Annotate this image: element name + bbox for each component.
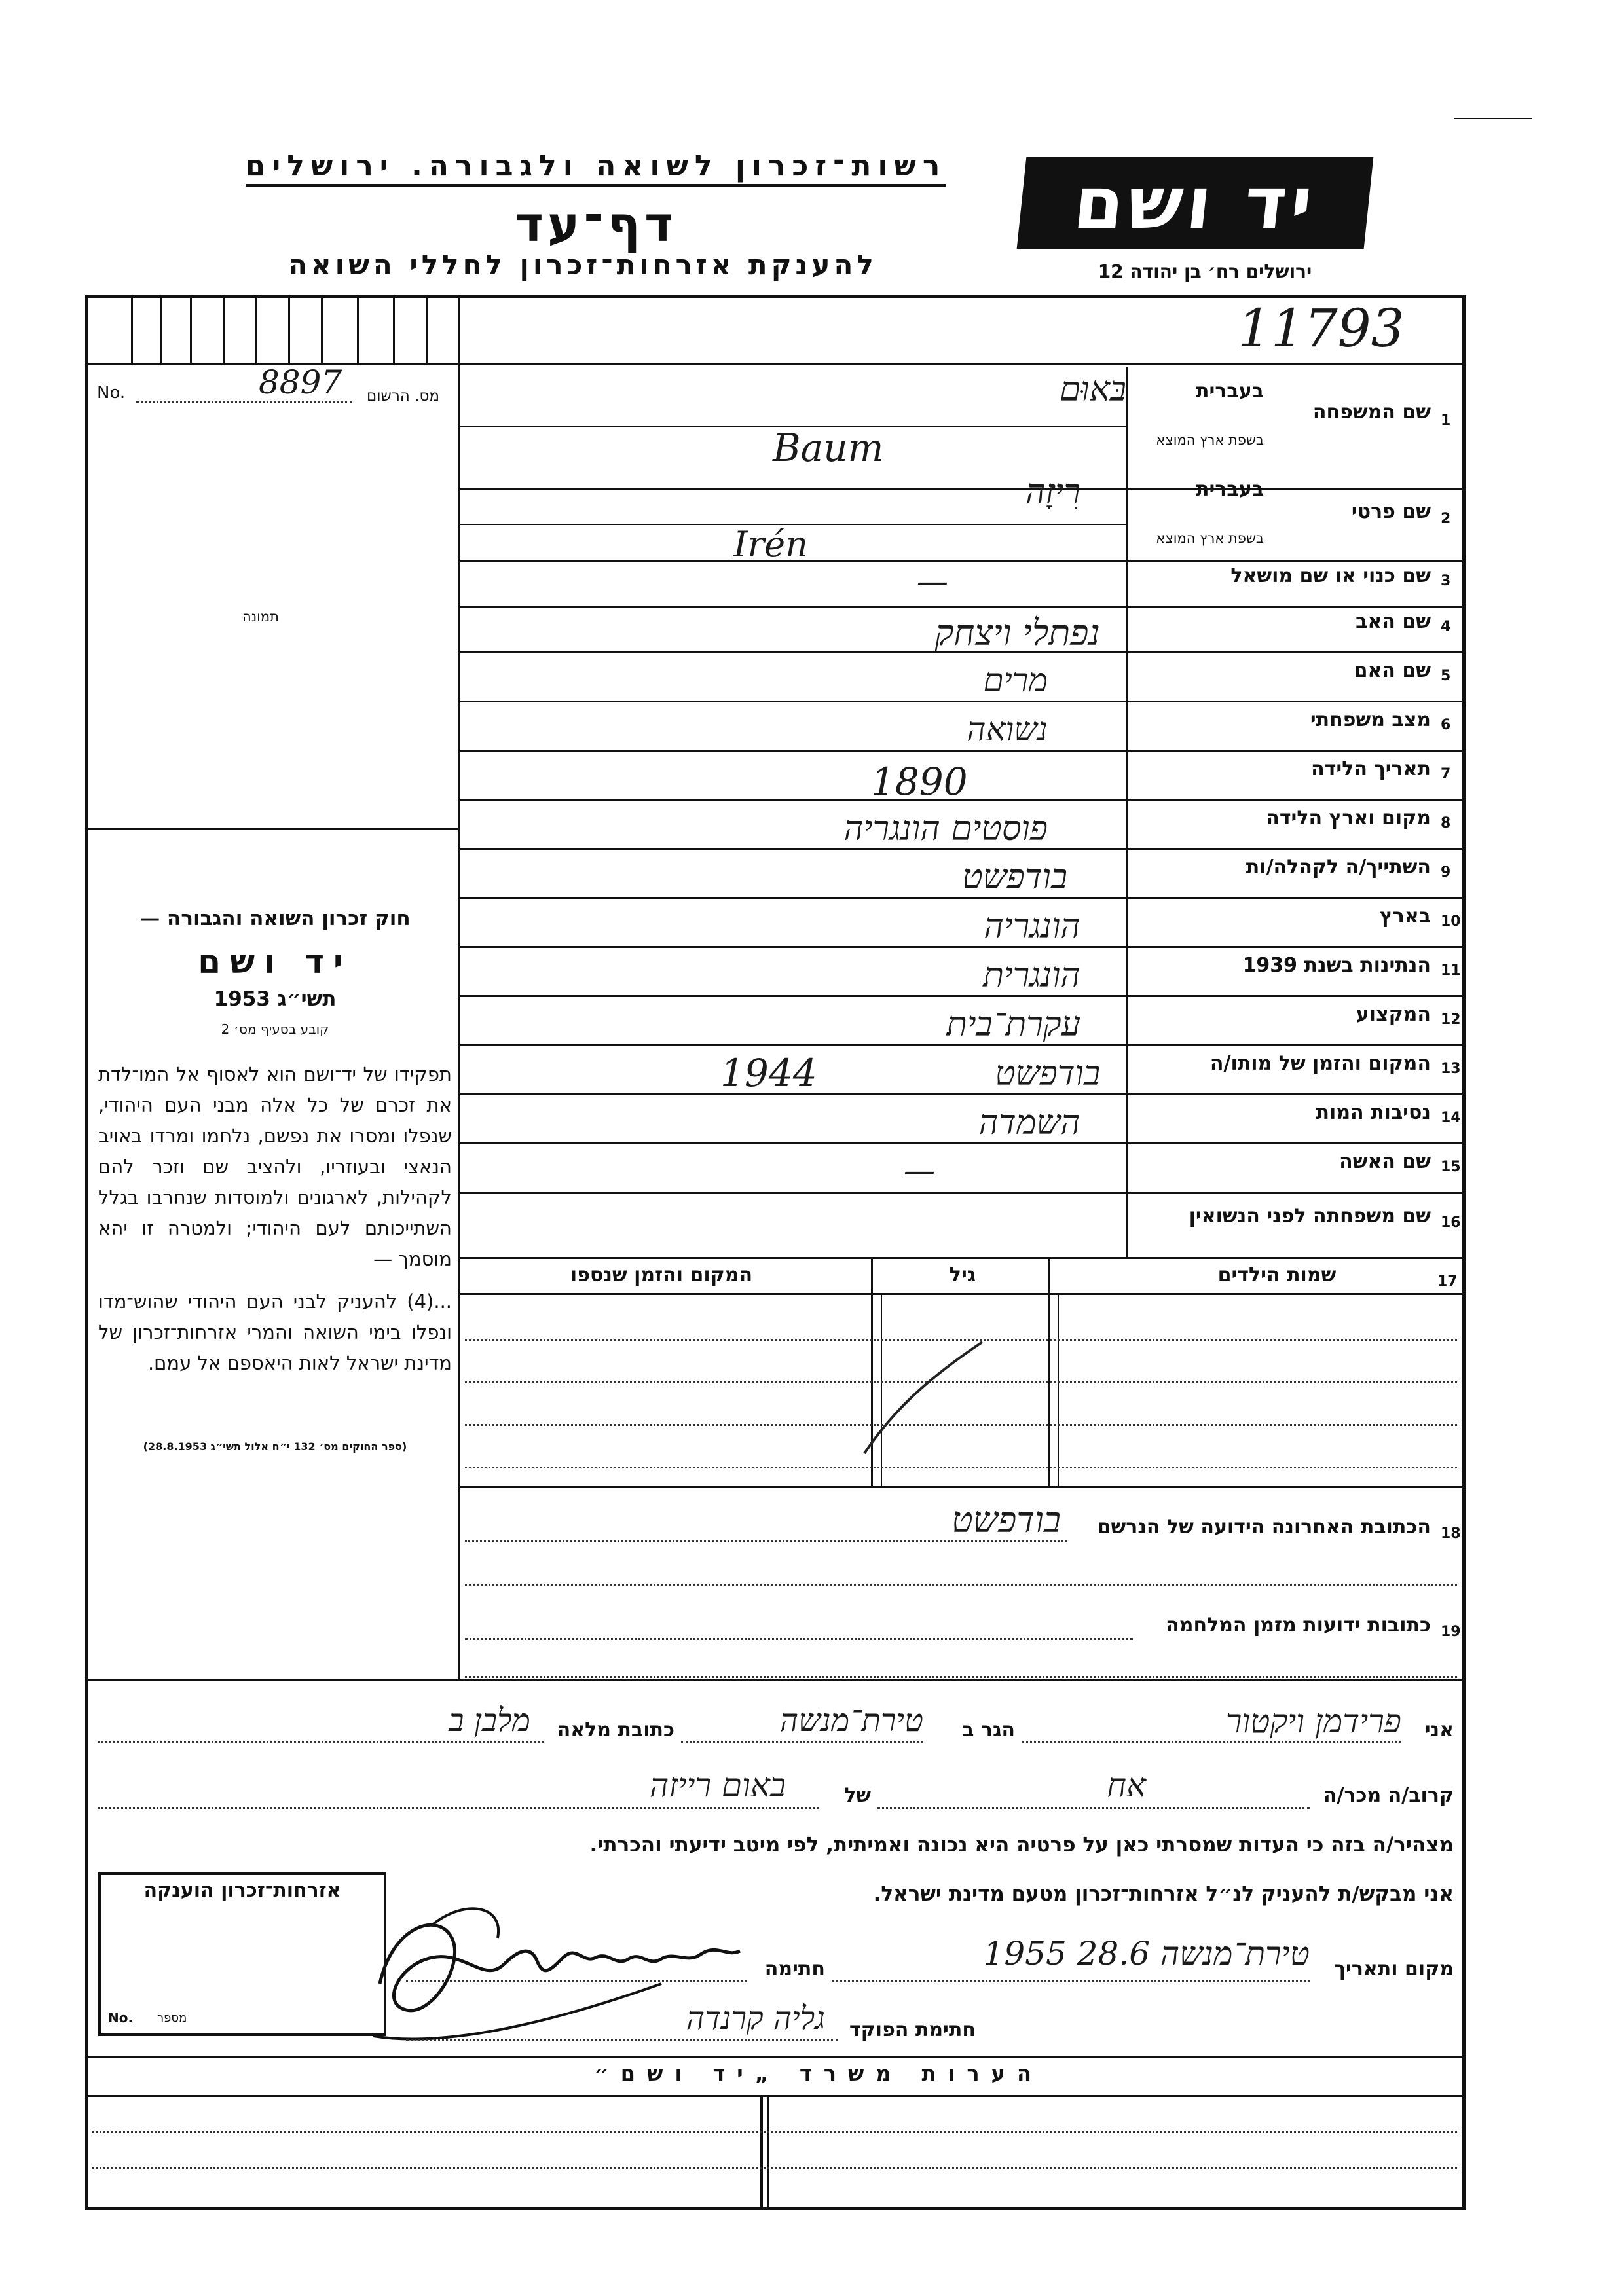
decl-statement: מצהיר/ה בזה כי העדות שמסרתי כאן על פרטיה היא נכונה ואמיתית, לפי מיטב ידיעתי והכרתי. xyxy=(589,1833,1454,1857)
decl-line xyxy=(98,1807,819,1809)
decl-address-label: כתובת מלאה xyxy=(557,1719,674,1741)
column-divider xyxy=(458,298,460,1679)
law-section: קובע בסעיף מס׳ 2 xyxy=(221,1021,329,1037)
field-9-value: בודפשט xyxy=(962,858,1067,897)
field-11-value: הונגרית xyxy=(983,956,1080,995)
law-citation: (ספר החוקים מס׳ 132 י״ח אלול תשי״ג 28.8.1953) xyxy=(143,1440,407,1453)
field-19-label: כתובות ידועות מזמן המלחמה xyxy=(1166,1614,1431,1637)
reg-no-label: No. xyxy=(97,383,126,403)
field-4-number: 4 xyxy=(1441,619,1451,635)
box-line xyxy=(190,298,192,363)
row-separator xyxy=(458,946,1466,948)
box-line xyxy=(131,298,133,363)
field-15-value: — xyxy=(904,1152,935,1189)
field-2-sub2: בשפת ארץ המוצא xyxy=(1156,530,1264,546)
top-rule xyxy=(1454,118,1532,119)
box-line xyxy=(357,298,359,363)
field-12-label: המקצוע xyxy=(1356,1003,1431,1026)
field-1-label: שם המשפחה xyxy=(1312,401,1431,424)
law-text-2: ...(4) להעניק לבני העם היהודי שהוש־מדו ונפלו בימי השואה והמרי אזרחות־זכרון של מדינת ישראל לאות היאספם אל עמם. xyxy=(98,1290,452,1374)
decl-official-label: חתימת הפוקד xyxy=(849,2018,976,2041)
remarks-divider xyxy=(767,2095,769,2210)
authority-header: רשות־זכרון לשואה ולגבורה. ירושלים xyxy=(223,149,969,183)
remarks-line xyxy=(92,2167,1457,2169)
box-line xyxy=(321,298,323,363)
decl-address: מלבן ב xyxy=(449,1702,530,1739)
file-number: 11793 xyxy=(1238,298,1405,359)
decl-relation: אח xyxy=(1107,1766,1146,1804)
field-5-value: מרים xyxy=(983,661,1048,699)
children-col-place: המקום והזמן שנספו xyxy=(570,1264,753,1286)
label-column-divider xyxy=(1126,367,1128,1257)
decl-line xyxy=(98,1741,544,1743)
field-18-line xyxy=(465,1584,1457,1586)
form-subtitle: להענקת אזרחות־זכרון לחללי השואה xyxy=(288,249,877,281)
decl-request: אני מבקש/ת להעניק לנ״ל אזרחות־זכרון מטעם מדינת ישראל. xyxy=(873,1882,1454,1906)
field-8-label: מקום וארץ הלידה xyxy=(1266,807,1431,829)
row-separator xyxy=(458,995,1466,997)
field-2-number: 2 xyxy=(1441,511,1451,527)
field-16-number: 16 xyxy=(1441,1214,1461,1231)
field-15-number: 15 xyxy=(1441,1159,1461,1175)
photo-label: תמונה xyxy=(242,609,279,625)
field-10-value: הונגריה xyxy=(984,907,1080,946)
field-2-sub: בעברית xyxy=(1196,478,1264,501)
decl-official: גליה קרנדה xyxy=(686,2000,825,2037)
field-6-value: נשואה xyxy=(967,710,1048,748)
reg-no-label-he: מס. הרשום xyxy=(367,388,440,405)
field-13-number: 13 xyxy=(1441,1061,1461,1077)
field-17-number: 17 xyxy=(1437,1273,1458,1290)
row-separator xyxy=(458,1142,1466,1144)
remarks-divider xyxy=(760,2095,763,2210)
row-separator xyxy=(458,1044,1466,1046)
field-13-label: המקום והזמן של מותו/ה xyxy=(1209,1052,1431,1075)
decl-line xyxy=(832,1980,1310,1982)
law-heading: חוק זכרון השואה והגבורה — xyxy=(139,907,411,930)
field-19-line xyxy=(465,1638,1133,1640)
box-line xyxy=(160,298,162,363)
field-13-year: 1944 xyxy=(720,1051,817,1095)
field-14-label: נסיבות המות xyxy=(1316,1101,1431,1124)
row-separator xyxy=(458,750,1466,752)
remarks-line xyxy=(92,2131,1457,2133)
row-separator xyxy=(458,606,1466,608)
decl-relative-label: קרוב/ה מכר/ה xyxy=(1323,1784,1454,1807)
children-header-line xyxy=(458,1293,1466,1295)
field-3-number: 3 xyxy=(1441,573,1451,589)
field-6-number: 6 xyxy=(1441,717,1451,733)
remarks-header-line xyxy=(85,2095,1466,2097)
field-2-value: רִיזָה xyxy=(1025,473,1080,512)
field-2-label: שם פרטי xyxy=(1351,500,1431,523)
field-8-value: פוסטים הונגריה xyxy=(843,809,1048,848)
decl-line xyxy=(877,1807,1310,1809)
decl-declarant: פרידמן ויקטור xyxy=(1225,1702,1401,1740)
law-year: תשי״ג 1953 xyxy=(213,987,337,1011)
decl-ani: אני xyxy=(1424,1719,1454,1741)
children-strike-mark xyxy=(851,1336,995,1460)
decl-place-date: טירת־מנשה 28.6 1955 xyxy=(983,1935,1310,1973)
box-line xyxy=(288,298,290,363)
field-12-value: עקרת־בית xyxy=(946,1005,1080,1044)
field-1-value: בּאוּם xyxy=(1059,370,1126,409)
law-text-1: תפקידו של יד־ושם הוא לאסוף אל המו־לדת את זכרם של כל אלה מבני העם היהודי, שנפלו ומסרו את נפשם, נלחמו ומרדו באויב הנאצי ובעוזריו, ולהציב שם וזכר להם לקהילות, לארגונים ולמוסדות שנחרבו בגלל השתייכותם לעם היהודי; ולמטרה זו יהא מוסמך — xyxy=(98,1063,452,1270)
children-col-line xyxy=(1058,1293,1059,1486)
remarks-top-line xyxy=(85,2056,1466,2058)
citizenship-title: אזרחות־זכרון הוענקה xyxy=(143,1879,341,1902)
photo-box-bottom xyxy=(85,828,460,830)
yad-vashem-logo: יד ושם xyxy=(1017,157,1374,249)
field-1-sub2: בשפת ארץ המוצא xyxy=(1156,432,1264,448)
row-separator xyxy=(458,701,1466,702)
field-19-line xyxy=(465,1676,1457,1678)
children-col-age: גיל xyxy=(949,1264,976,1286)
field-18-number: 18 xyxy=(1441,1525,1461,1542)
field-16-label: שם משפחתה לפני הנשואין xyxy=(1189,1205,1431,1228)
children-col-line xyxy=(1048,1257,1050,1486)
law-name: יד ושם xyxy=(198,943,352,981)
field-5-number: 5 xyxy=(1441,668,1451,684)
decl-line xyxy=(1022,1741,1401,1743)
row-separator xyxy=(458,1192,1466,1194)
decl-of-name: באום רייזה xyxy=(649,1766,786,1804)
field-14-value: השמדה xyxy=(978,1103,1080,1142)
decl-line xyxy=(681,1741,923,1743)
citizenship-number-label: מספר xyxy=(157,2011,187,2025)
field-10-label: בארץ xyxy=(1379,905,1431,928)
field-4-label: שם האב xyxy=(1356,610,1431,633)
field-1-value2: Baum xyxy=(773,426,884,470)
decl-of-label: של xyxy=(844,1784,871,1807)
decl-place-date-label: מקום ותאריך xyxy=(1334,1958,1454,1980)
decl-signature-label: חתימה xyxy=(764,1958,825,1980)
field-19-number: 19 xyxy=(1441,1624,1461,1640)
field-7-label: תאריך הלידה xyxy=(1311,757,1431,780)
section-line xyxy=(458,1486,1466,1488)
children-dotted-line xyxy=(465,1467,1457,1468)
field-18-value: בודפשט xyxy=(951,1499,1061,1540)
field-7-value: 1890 xyxy=(871,759,968,804)
field-11-number: 11 xyxy=(1441,962,1461,979)
field-13-value: בודפשט xyxy=(995,1054,1100,1093)
field-6-label: מצב משפחתי xyxy=(1310,708,1431,731)
field-15-label: שם האשה xyxy=(1339,1150,1431,1173)
field-12-number: 12 xyxy=(1441,1011,1461,1028)
decl-resident: טירת־מנשה xyxy=(780,1702,923,1739)
form-title: דף־עד xyxy=(515,196,677,253)
field-1-number: 1 xyxy=(1441,412,1451,429)
box-line xyxy=(255,298,257,363)
box-line xyxy=(393,298,395,363)
field-8-number: 8 xyxy=(1441,815,1451,831)
children-col-names: שמות הילדים xyxy=(1217,1264,1337,1286)
field-10-number: 10 xyxy=(1441,913,1461,930)
field-3-value: — xyxy=(917,563,948,600)
box-line xyxy=(223,298,225,363)
citizenship-no-label: No. xyxy=(108,2010,134,2026)
row-separator xyxy=(458,897,1466,899)
declaration-top-line xyxy=(85,1679,1466,1681)
row-separator xyxy=(458,560,1466,562)
remarks-title: הערות משרד „יד ושם״ xyxy=(594,2061,1043,2086)
decl-line xyxy=(406,2039,838,2041)
field-18-label: הכתובת האחרונה הידועה של הנרשם xyxy=(1097,1516,1431,1539)
field-9-number: 9 xyxy=(1441,864,1451,881)
row-separator xyxy=(458,1257,1466,1259)
field-7-number: 7 xyxy=(1441,766,1451,782)
field-4-value: נפתלי ויצחק xyxy=(934,612,1100,653)
decl-resident-label: הגר ב xyxy=(962,1719,1015,1741)
field-3-label: שם כנוי או שם מושאל xyxy=(1230,564,1431,587)
field-9-label: השתייך/ה לקהלה/ות xyxy=(1246,856,1431,879)
field-1-sub: בעברית xyxy=(1196,380,1264,403)
address-line: ירושלים רח׳ בן יהודה 12 xyxy=(1098,261,1312,282)
box-line xyxy=(426,298,428,363)
row-separator xyxy=(458,1093,1466,1095)
field-2-value2: Irén xyxy=(733,524,808,565)
field-14-number: 14 xyxy=(1441,1110,1461,1126)
field-11-label: הנתינות בשנת 1939 xyxy=(1242,954,1431,977)
field-5-label: שם האם xyxy=(1354,659,1431,682)
reg-no-value: 8897 xyxy=(259,363,342,401)
